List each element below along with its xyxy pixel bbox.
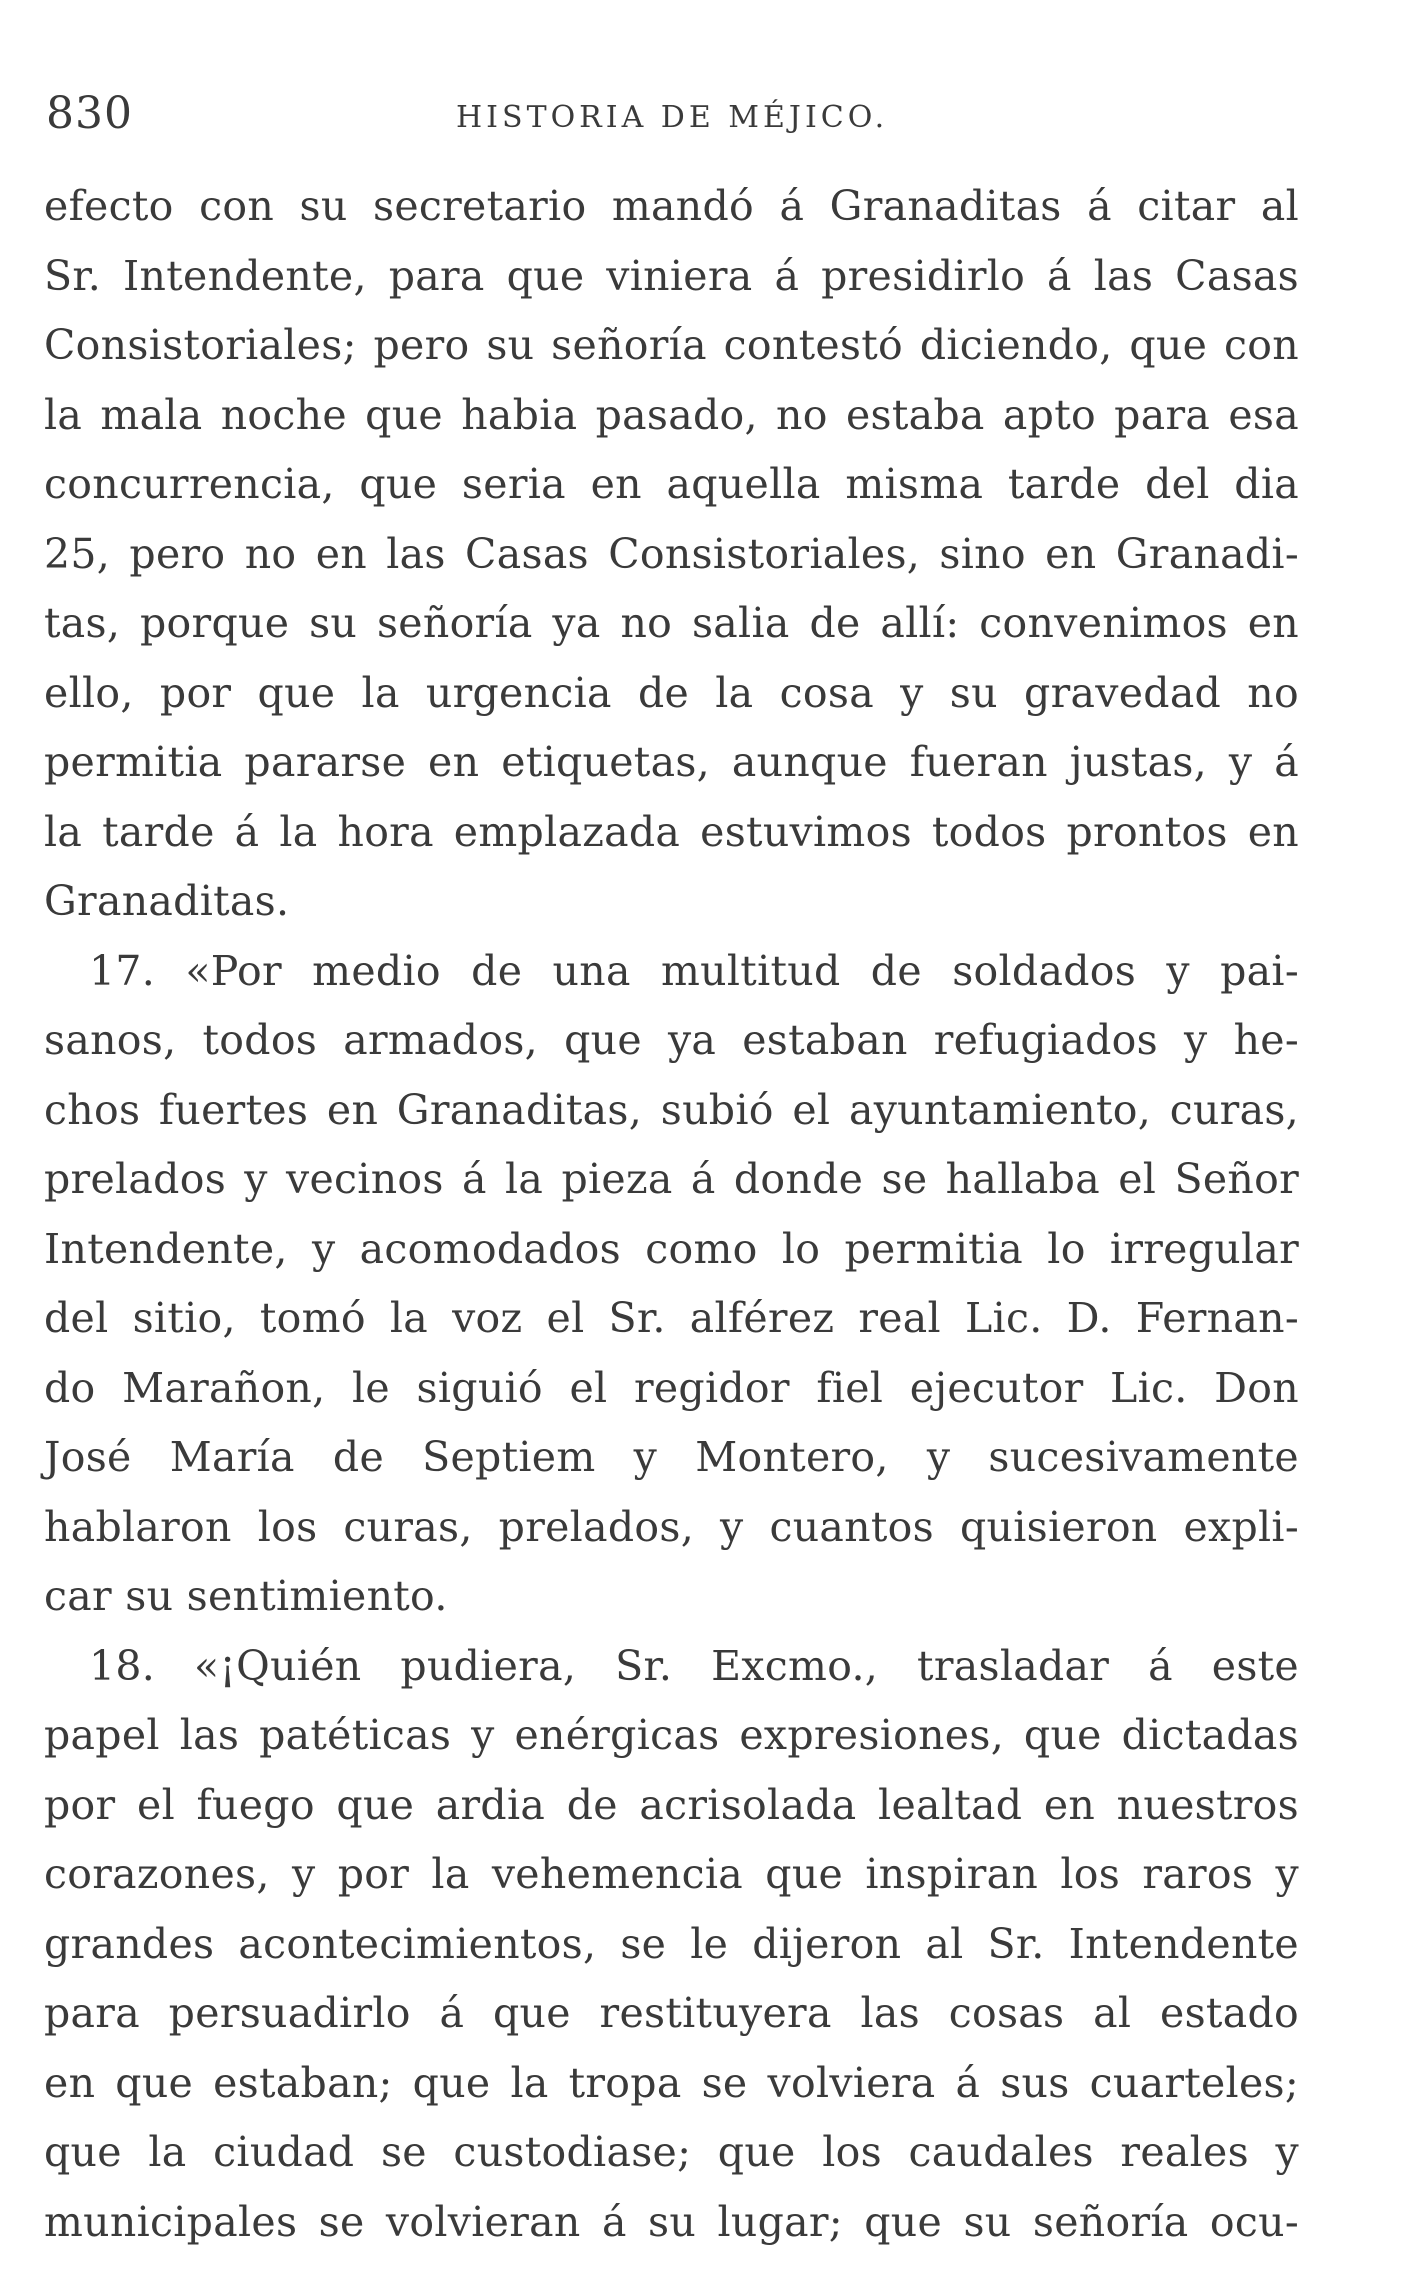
text-line: car su sentimiento. bbox=[44, 1572, 448, 1620]
text-line: papel las patéticas y enérgicas expresiones, que dictadas bbox=[44, 1711, 1299, 1759]
text-line: prelados y vecinos á la pieza á donde se hallaba el Señor bbox=[44, 1155, 1299, 1203]
text-line: permitia pararse en etiquetas, aunque fueran justas, y á bbox=[44, 738, 1299, 786]
text-line: por el fuego que ardia de acrisolada lealtad en nuestros bbox=[44, 1780, 1299, 1829]
paragraph-17-start: 17. «Por medio de una multitud de soldados y pai- bbox=[89, 946, 1299, 995]
text-line: grandes acontecimientos, se le dijeron al Sr. Intendente bbox=[44, 1919, 1299, 1968]
text-line: la tarde á la hora emplazada estuvimos todos prontos en bbox=[44, 807, 1299, 856]
text-line: efecto con su secretario mandó á Granaditas á citar al bbox=[44, 182, 1299, 230]
text-line: Sr. Intendente, para que viniera á presidirlo á las Casas bbox=[44, 251, 1299, 300]
page-header bbox=[46, 88, 1296, 148]
text-line: que la ciudad se custodiase; que los caudales reales y bbox=[44, 2128, 1299, 2176]
text-line: Consistoriales; pero su señoría contestó diciendo, que con bbox=[44, 321, 1299, 369]
body-text bbox=[44, 172, 1299, 2257]
text-line: en que estaban; que la tropa se volviera á sus cuarteles; bbox=[44, 2058, 1299, 2107]
text-line: del sitio, tomó la voz el Sr. alférez real Lic. D. Fernan- bbox=[44, 1294, 1299, 1342]
text-line: municipales se volvieran á su lugar; que su señoría ocu- bbox=[44, 2197, 1299, 2246]
text-line: hablaron los curas, prelados, y cuantos quisieron expli- bbox=[44, 1502, 1299, 1551]
paragraph-18-start: 18. «¡Quién pudiera, Sr. Excmo., trasladar á este bbox=[89, 1641, 1299, 1690]
text-line: José María de Septiem y Montero, y sucesivamente bbox=[44, 1433, 1299, 1481]
text-line: sanos, todos armados, que ya estaban refugiados y he- bbox=[44, 1016, 1299, 1064]
text-line: para persuadirlo á que restituyera las cosas al estado bbox=[44, 1989, 1299, 2037]
text-line: Intendente, y acomodados como lo permitia lo irregular bbox=[44, 1224, 1299, 1273]
page-number: 830 bbox=[46, 88, 133, 139]
text-line: ello, por que la urgencia de la cosa y su gravedad no bbox=[44, 668, 1299, 717]
text-line: Granaditas. bbox=[44, 877, 290, 925]
text-line: 25, pero no en las Casas Consistoriales, sino en Granadi- bbox=[44, 529, 1299, 578]
running-title: HISTORIA DE MÉJICO. bbox=[456, 100, 889, 135]
text-line: la mala noche que habia pasado, no estaba apto para esa bbox=[44, 390, 1299, 439]
text-line: corazones, y por la vehemencia que inspiran los raros y bbox=[44, 1850, 1299, 1898]
text-line: concurrencia, que seria en aquella misma tarde del dia bbox=[44, 460, 1299, 508]
text-line: tas, porque su señoría ya no salia de allí: convenimos en bbox=[44, 599, 1299, 647]
text-line: chos fuertes en Granaditas, subió el ayuntamiento, curas, bbox=[44, 1085, 1299, 1134]
text-line: do Marañon, le siguió el regidor fiel ejecutor Lic. Don bbox=[44, 1363, 1299, 1412]
